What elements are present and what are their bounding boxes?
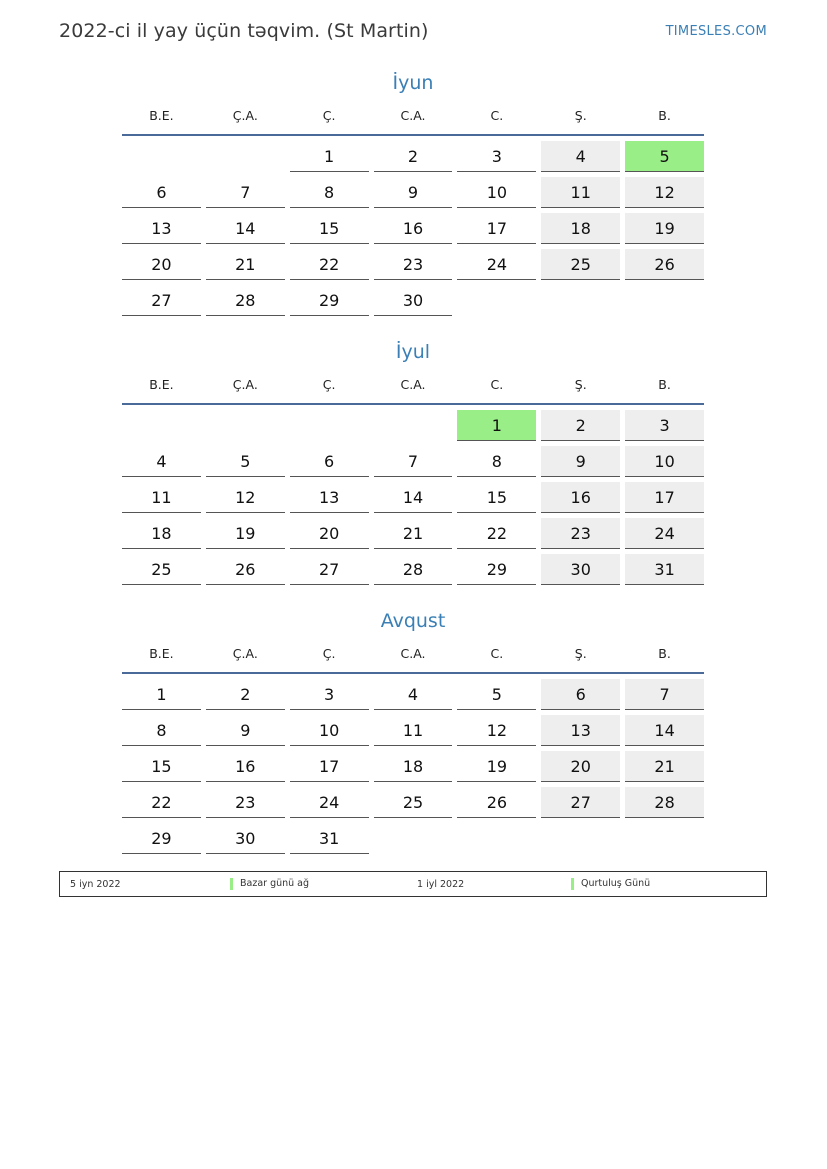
day-cell: 24 [457, 249, 536, 280]
weekday-label: Ç.A. [232, 108, 258, 123]
day-cell: 14 [625, 715, 704, 746]
day-cell: 28 [374, 554, 453, 585]
month-title: İyul [395, 341, 431, 363]
day-cell: 30 [541, 554, 620, 585]
month-calendar [122, 68, 704, 321]
day-cell: 6 [290, 446, 369, 477]
day-cell: 18 [541, 213, 620, 244]
week-row [122, 787, 704, 818]
weekday-label: C.A. [400, 646, 426, 661]
day-cell: 4 [122, 446, 201, 477]
holiday-day-cell: 1 [457, 410, 536, 441]
weekday-label: Ş. [574, 646, 587, 661]
day-cell: 11 [122, 482, 201, 513]
day-cell: 7 [625, 679, 704, 710]
day-cell: 20 [290, 518, 369, 549]
day-cell: 7 [374, 446, 453, 477]
day-cell: 9 [374, 177, 453, 208]
day-cell: 6 [541, 679, 620, 710]
day-cell: 29 [457, 554, 536, 585]
day-cell: 26 [206, 554, 285, 585]
week-row [122, 823, 704, 854]
day-cell: 8 [290, 177, 369, 208]
day-cell: 8 [457, 446, 536, 477]
day-cell: 5 [457, 679, 536, 710]
day-cell: 17 [625, 482, 704, 513]
page-title: 2022-ci il yay üçün təqvim. (St Martin) [59, 20, 429, 42]
weekday-label: Ç. [322, 377, 336, 392]
weekday-label: B.E. [149, 108, 174, 123]
day-cell: 19 [457, 751, 536, 782]
weekday-header [122, 636, 704, 674]
holiday-day-cell: 5 [625, 141, 704, 172]
day-cell: 12 [206, 482, 285, 513]
day-cell: 27 [541, 787, 620, 818]
day-cell: 13 [122, 213, 201, 244]
day-cell: 16 [206, 751, 285, 782]
day-cell: 3 [457, 141, 536, 172]
day-cell: 11 [374, 715, 453, 746]
week-row [122, 751, 704, 782]
day-cell: 29 [122, 823, 201, 854]
day-cell: 3 [625, 410, 704, 441]
weekday-label: C. [490, 377, 504, 392]
week-row [122, 249, 704, 280]
day-cell: 23 [206, 787, 285, 818]
weekday-label: Ç. [322, 108, 336, 123]
weekday-label: B.E. [149, 377, 174, 392]
week-row [122, 446, 704, 477]
legend-date: 5 iyn 2022 [70, 879, 121, 890]
weekday-label: C.A. [400, 377, 426, 392]
weekday-label: C. [490, 108, 504, 123]
weekday-label: C.A. [400, 108, 426, 123]
empty-day-cell [206, 141, 285, 172]
day-cell: 11 [541, 177, 620, 208]
empty-day-cell [625, 285, 704, 316]
day-cell: 9 [541, 446, 620, 477]
day-cell: 31 [290, 823, 369, 854]
day-cell: 19 [206, 518, 285, 549]
day-cell: 21 [374, 518, 453, 549]
empty-day-cell [541, 823, 620, 854]
day-cell: 13 [541, 715, 620, 746]
day-cell: 5 [206, 446, 285, 477]
day-cell: 18 [374, 751, 453, 782]
month-title: İyun [392, 72, 434, 94]
day-cell: 3 [290, 679, 369, 710]
day-cell: 15 [290, 213, 369, 244]
day-cell: 2 [374, 141, 453, 172]
day-cell: 1 [122, 679, 201, 710]
day-cell: 30 [206, 823, 285, 854]
day-cell: 12 [625, 177, 704, 208]
legend-holiday-name: Qurtuluş Günü [571, 878, 650, 890]
weekday-label: Ş. [574, 108, 587, 123]
day-cell: 25 [541, 249, 620, 280]
week-row [122, 213, 704, 244]
day-cell: 24 [290, 787, 369, 818]
day-cell: 29 [290, 285, 369, 316]
day-cell: 15 [122, 751, 201, 782]
weekday-header [122, 98, 704, 136]
empty-day-cell [206, 410, 285, 441]
day-cell: 21 [206, 249, 285, 280]
day-cell: 1 [290, 141, 369, 172]
day-cell: 27 [122, 285, 201, 316]
empty-day-cell [374, 823, 453, 854]
day-cell: 4 [541, 141, 620, 172]
weekday-label: Ç.A. [232, 646, 258, 661]
day-cell: 10 [290, 715, 369, 746]
day-cell: 8 [122, 715, 201, 746]
month-calendar [122, 606, 704, 859]
holiday-legend [59, 871, 767, 897]
day-cell: 19 [625, 213, 704, 244]
day-cell: 22 [290, 249, 369, 280]
day-cell: 14 [206, 213, 285, 244]
week-row [122, 482, 704, 513]
day-cell: 31 [625, 554, 704, 585]
day-cell: 9 [206, 715, 285, 746]
day-cell: 21 [625, 751, 704, 782]
day-cell: 13 [290, 482, 369, 513]
day-cell: 25 [122, 554, 201, 585]
day-cell: 2 [541, 410, 620, 441]
day-cell: 20 [122, 249, 201, 280]
day-cell: 28 [625, 787, 704, 818]
day-cell: 22 [457, 518, 536, 549]
weekday-label: Ç. [322, 646, 336, 661]
day-cell: 15 [457, 482, 536, 513]
day-cell: 20 [541, 751, 620, 782]
empty-day-cell [374, 410, 453, 441]
empty-day-cell [457, 285, 536, 316]
week-row [122, 554, 704, 585]
day-cell: 28 [206, 285, 285, 316]
day-cell: 26 [625, 249, 704, 280]
week-row [122, 410, 704, 441]
day-cell: 25 [374, 787, 453, 818]
day-cell: 17 [457, 213, 536, 244]
day-cell: 23 [541, 518, 620, 549]
empty-day-cell [122, 141, 201, 172]
day-cell: 22 [122, 787, 201, 818]
weekday-label: Ş. [574, 377, 587, 392]
day-cell: 10 [457, 177, 536, 208]
day-cell: 16 [541, 482, 620, 513]
day-cell: 14 [374, 482, 453, 513]
weekday-label: B.E. [149, 646, 174, 661]
weekday-label: C. [490, 646, 504, 661]
week-row [122, 177, 704, 208]
site-link[interactable]: TIMESLES.COM [665, 24, 767, 39]
week-row [122, 285, 704, 316]
empty-day-cell [457, 823, 536, 854]
day-cell: 30 [374, 285, 453, 316]
day-cell: 18 [122, 518, 201, 549]
day-cell: 27 [290, 554, 369, 585]
day-cell: 24 [625, 518, 704, 549]
day-cell: 12 [457, 715, 536, 746]
legend-holiday-name: Bazar günü ağ [230, 878, 309, 890]
day-cell: 16 [374, 213, 453, 244]
empty-day-cell [122, 410, 201, 441]
day-cell: 17 [290, 751, 369, 782]
day-cell: 26 [457, 787, 536, 818]
empty-day-cell [625, 823, 704, 854]
weekday-label: B. [658, 646, 671, 661]
week-row [122, 518, 704, 549]
weekday-header [122, 367, 704, 405]
month-calendar [122, 337, 704, 590]
week-row [122, 715, 704, 746]
weekday-label: B. [658, 108, 671, 123]
month-title: Avqust [380, 610, 446, 632]
day-cell: 6 [122, 177, 201, 208]
weekday-label: Ç.A. [232, 377, 258, 392]
day-cell: 4 [374, 679, 453, 710]
week-row [122, 679, 704, 710]
day-cell: 23 [374, 249, 453, 280]
empty-day-cell [290, 410, 369, 441]
day-cell: 10 [625, 446, 704, 477]
day-cell: 7 [206, 177, 285, 208]
day-cell: 2 [206, 679, 285, 710]
empty-day-cell [541, 285, 620, 316]
weekday-label: B. [658, 377, 671, 392]
legend-date: 1 iyl 2022 [417, 879, 465, 890]
week-row [122, 141, 704, 172]
